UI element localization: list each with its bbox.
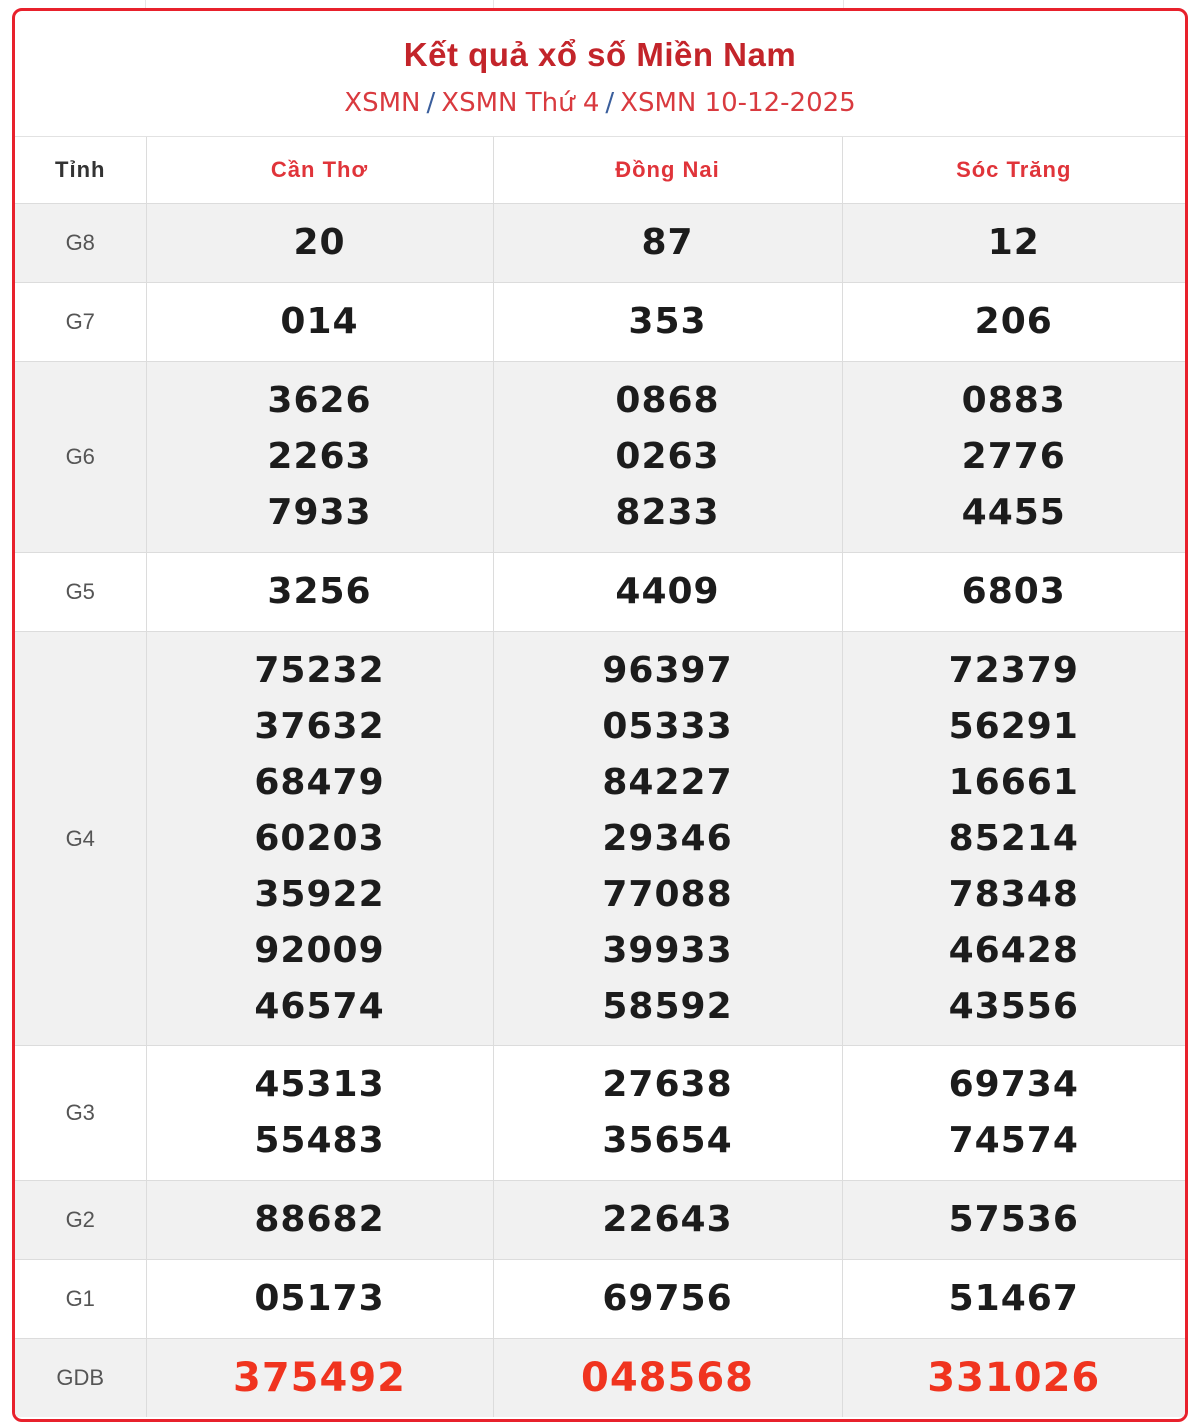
prize-number: 3626 — [267, 380, 372, 421]
prize-number: 35922 — [254, 873, 385, 915]
prize-number: 8233 — [615, 492, 720, 533]
column-header-can-tho[interactable]: Cần Thơ — [146, 137, 493, 204]
prize-number: 12 — [987, 222, 1040, 263]
prize-number: 29346 — [602, 817, 733, 859]
prize-number: 92009 — [254, 929, 385, 971]
prize-row-g6 — [15, 362, 1185, 553]
result-cell-dong-nai — [493, 553, 842, 632]
result-cell-can-tho — [146, 632, 493, 1046]
column-header-province: Tỉnh — [15, 137, 146, 204]
result-cell-can-tho — [146, 1046, 493, 1181]
results-card — [12, 8, 1188, 1422]
result-cell-dong-nai — [493, 362, 842, 553]
prize-number: 75232 — [254, 649, 385, 691]
result-cell-soc-trang — [842, 204, 1185, 283]
prize-number: 4455 — [961, 492, 1066, 533]
prize-number: 85214 — [948, 817, 1079, 859]
column-header-dong-nai[interactable]: Đồng Nai — [493, 137, 842, 204]
prize-number: 58592 — [602, 985, 733, 1027]
prize-number: 43556 — [948, 985, 1079, 1027]
prize-number: 2776 — [961, 436, 1066, 477]
page-divider — [145, 0, 146, 8]
special-prize-number: 048568 — [581, 1355, 754, 1401]
prize-number: 0263 — [615, 436, 720, 477]
prize-number: 72379 — [948, 649, 1079, 691]
prize-number: 96397 — [602, 649, 733, 691]
result-cell-dong-nai — [493, 204, 842, 283]
prize-number: 55483 — [254, 1120, 385, 1161]
prize-number: 84227 — [602, 761, 733, 803]
prize-label: G5 — [15, 553, 146, 632]
result-cell-dong-nai — [493, 1181, 842, 1260]
breadcrumb — [15, 87, 1185, 119]
prize-label: G2 — [15, 1181, 146, 1260]
prize-number: 51467 — [948, 1278, 1079, 1319]
result-cell-can-tho — [146, 1260, 493, 1339]
prize-label: G1 — [15, 1260, 146, 1339]
page-divider — [843, 0, 844, 8]
prize-number: 20 — [293, 222, 346, 263]
prize-number: 7933 — [267, 492, 372, 533]
breadcrumb-separator: / — [605, 88, 615, 118]
prize-label: G7 — [15, 283, 146, 362]
prize-number: 69756 — [602, 1278, 733, 1319]
prize-number: 05173 — [254, 1278, 385, 1319]
prize-row-g3 — [15, 1046, 1185, 1181]
prize-number: 56291 — [948, 705, 1079, 747]
prize-label: G3 — [15, 1046, 146, 1181]
prize-row-g2 — [15, 1181, 1185, 1260]
prize-number: 05333 — [602, 705, 733, 747]
prize-number: 57536 — [948, 1199, 1079, 1240]
results-table — [15, 137, 1185, 1417]
prize-number: 2263 — [267, 436, 372, 477]
result-cell-can-tho — [146, 553, 493, 632]
result-cell-can-tho — [146, 283, 493, 362]
prize-number: 39933 — [602, 929, 733, 971]
result-cell-can-tho — [146, 1181, 493, 1260]
prize-number: 87 — [641, 222, 694, 263]
result-cell-dong-nai — [493, 1046, 842, 1181]
prize-number: 88682 — [254, 1199, 385, 1240]
prize-number: 46428 — [948, 929, 1079, 971]
prize-number: 60203 — [254, 817, 385, 859]
result-cell-can-tho — [146, 1339, 493, 1418]
prize-number: 206 — [974, 301, 1053, 342]
page-title: Kết quả xổ số Miền Nam — [403, 36, 797, 73]
prize-row-g7 — [15, 283, 1185, 362]
breadcrumb-separator: / — [426, 88, 436, 118]
prize-number: 16661 — [948, 761, 1079, 803]
result-cell-dong-nai — [493, 632, 842, 1046]
result-cell-can-tho — [146, 204, 493, 283]
prize-number: 78348 — [948, 873, 1079, 915]
result-cell-soc-trang — [842, 632, 1185, 1046]
prize-label: GDB — [15, 1339, 146, 1418]
result-cell-soc-trang — [842, 1339, 1185, 1418]
prize-row-g4 — [15, 632, 1185, 1046]
prize-number: 22643 — [602, 1199, 733, 1240]
prize-label: G8 — [15, 204, 146, 283]
prize-number: 74574 — [948, 1120, 1079, 1161]
prize-row-g8 — [15, 204, 1185, 283]
prize-label: G4 — [15, 632, 146, 1046]
result-cell-dong-nai — [493, 283, 842, 362]
special-prize-number: 331026 — [927, 1355, 1101, 1401]
result-cell-soc-trang — [842, 283, 1185, 362]
result-cell-dong-nai — [493, 1339, 842, 1418]
page-divider — [493, 0, 494, 8]
prize-number: 77088 — [602, 873, 733, 915]
prize-label: G6 — [15, 362, 146, 553]
result-cell-soc-trang — [842, 362, 1185, 553]
prize-number: 3256 — [267, 571, 372, 612]
prize-number: 0883 — [961, 380, 1066, 421]
prize-number: 6803 — [961, 571, 1066, 612]
prize-number: 014 — [280, 301, 359, 342]
results-header — [15, 11, 1185, 137]
prize-number: 27638 — [602, 1064, 733, 1105]
prize-number: 4409 — [615, 571, 720, 612]
prize-number: 353 — [628, 301, 707, 342]
result-cell-dong-nai — [493, 1260, 842, 1339]
result-cell-soc-trang — [842, 1260, 1185, 1339]
result-cell-soc-trang — [842, 1046, 1185, 1181]
breadcrumb-link-weekday[interactable]: XSMN Thứ 4 — [441, 88, 600, 118]
prize-row-gdb — [15, 1339, 1185, 1418]
table-header-row — [15, 137, 1185, 204]
breadcrumb-link-date[interactable]: XSMN 10-12-2025 — [620, 88, 856, 118]
prize-number: 35654 — [602, 1120, 733, 1161]
breadcrumb-link-xsmn[interactable]: XSMN — [344, 88, 421, 118]
prize-number: 45313 — [254, 1064, 385, 1105]
prize-number: 46574 — [254, 985, 385, 1027]
column-header-soc-trang[interactable]: Sóc Trăng — [842, 137, 1185, 204]
prize-row-g5 — [15, 553, 1185, 632]
result-cell-can-tho — [146, 362, 493, 553]
prize-row-g1 — [15, 1260, 1185, 1339]
prize-number: 37632 — [254, 705, 385, 747]
result-cell-soc-trang — [842, 1181, 1185, 1260]
special-prize-number: 375492 — [233, 1355, 406, 1401]
result-cell-soc-trang — [842, 553, 1185, 632]
prize-number: 68479 — [254, 761, 385, 803]
prize-number: 0868 — [615, 380, 720, 421]
prize-number: 69734 — [948, 1064, 1079, 1105]
